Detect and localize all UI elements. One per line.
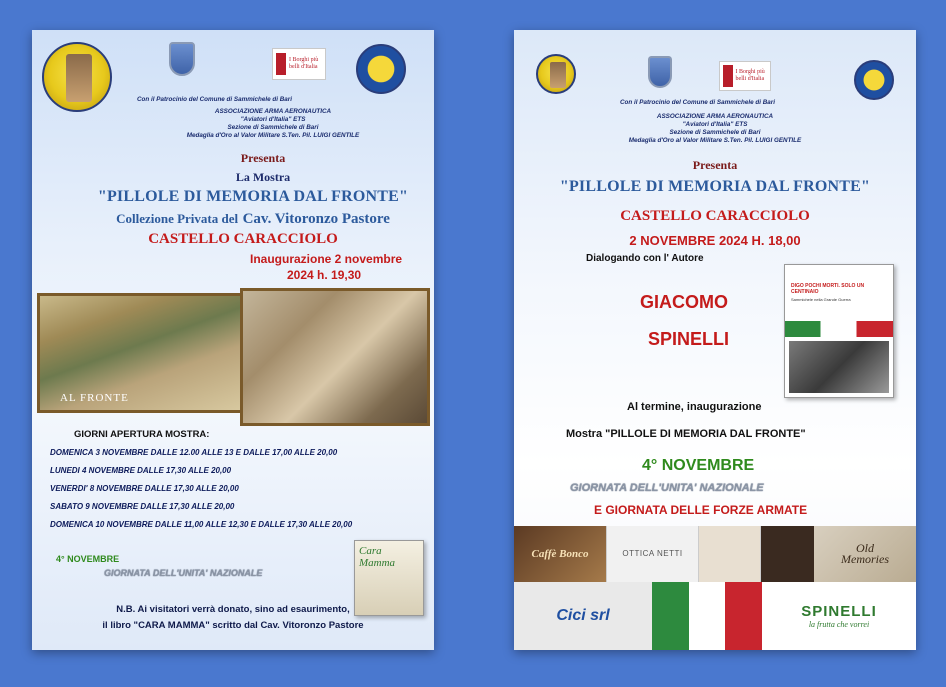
aviatori-logo-icon — [356, 44, 406, 94]
sponsor-old-memories — [814, 526, 916, 582]
sponsor-ottica-label: OTTICA NETTI — [622, 549, 683, 558]
novembre-text: 4° NOVEMBRE — [642, 457, 755, 474]
inaugurazione-line1: Inaugurazione 2 novembre — [250, 252, 403, 266]
author-first-name: GIACOMO — [640, 292, 728, 312]
dialogando-text: Dialogando con l' Autore — [586, 253, 704, 264]
borghi-logo — [719, 61, 771, 91]
association-block — [112, 108, 434, 140]
assoc-line: Sezione di Sammichele di Bari — [669, 129, 761, 136]
castello-text: CASTELLO CARACCIOLO — [620, 208, 810, 224]
aeronautica-emblem-icon — [536, 54, 576, 94]
forze-armate-text: E GIORNATA DELLE FORZE ARMATE — [594, 503, 808, 517]
painting-hospital — [240, 288, 430, 426]
castello-text: CASTELLO CARACCIOLO — [148, 231, 338, 247]
sponsor-3 — [698, 526, 760, 582]
assoc-line: "Aviatori d'Italia" ETS — [682, 121, 748, 128]
collezione-prefix: Collezione Privata del — [116, 211, 239, 226]
mostra-line-text: Mostra "PILLOLE DI MEMORIA DAL FRONTE" — [566, 428, 806, 440]
nb-line2: il libro "CARA MAMMA" scritto dal Cav. Vitoronzo Pastore — [102, 620, 364, 631]
exhibition-title: "PILLOLE DI MEMORIA DAL FRONTE" — [559, 178, 871, 195]
sponsor-caffe-label: Caffè Bonco — [531, 548, 589, 560]
giornata-text: GIORNATA DELL'UNITA' NAZIONALE — [104, 568, 263, 578]
aviatori-logo-icon — [854, 60, 894, 100]
schedule-line: SABATO 9 NOVEMBRE DALLE 17,30 ALLE 20,00 — [50, 502, 235, 511]
assoc-line: ASSOCIAZIONE ARMA AERONAUTICA — [656, 113, 774, 120]
presenta-text: Presenta — [240, 151, 286, 165]
borghi-label: I Borghi più belli d'Italia — [289, 57, 319, 70]
assoc-line: "Aviatori d'Italia" ETS — [240, 116, 306, 123]
author-last-name: SPINELLI — [648, 329, 730, 349]
book-spinelli-title: DIGO POCHI MORTI. SOLO UN CENTINAIO — [791, 283, 865, 295]
sponsor-spinelli — [762, 582, 916, 650]
patrocinio-text: Con il Patrocinio del Comune di Sammichele di Bari — [137, 96, 293, 103]
la-mostra-text: La Mostra — [235, 170, 291, 184]
association-block — [514, 113, 916, 145]
collezione-line — [72, 210, 434, 228]
collezione-name: Cav. Vitoronzo Pastore — [242, 211, 390, 227]
comune-crest-icon — [169, 42, 195, 76]
sponsor-old-memories-label — [841, 543, 889, 565]
book-photo — [789, 341, 889, 393]
giornata-text: GIORNATA DELL'UNITA' NAZIONALE — [570, 482, 764, 494]
assoc-line: ASSOCIAZIONE ARMA AERONAUTICA — [214, 108, 332, 115]
termine-text: Al termine, inaugurazione — [627, 401, 762, 413]
poster-right — [514, 30, 916, 650]
book-spinelli-subtitle: Sammichele nella Grande Guerra — [791, 297, 851, 302]
assoc-line: Medaglia d'Oro al Valor Militare S.Ten. Pil. LUIGI GENTILE — [186, 132, 360, 139]
painting-al-fronte — [37, 293, 247, 413]
sponsor-cici-label: Cici srl — [556, 607, 610, 624]
sponsor-4 — [760, 526, 814, 582]
assoc-line: Medaglia d'Oro al Valor Militare S.Ten. Pil. LUIGI GENTILE — [628, 137, 802, 144]
sponsor-spinelli-tagline: la frutta che vorrei — [808, 620, 870, 629]
nb-line1: N.B. Ai visitatori verrà donato, sino ad esaurimento, — [116, 604, 350, 615]
aeronautica-emblem-icon — [42, 42, 112, 112]
schedule-line: VENERDI' 8 NOVEMBRE DALLE 17,30 ALLE 20,00 — [50, 484, 239, 493]
sponsor-old-memories-line1: Old — [856, 541, 874, 555]
schedule-line: DOMENICA 3 NOVEMBRE DALLE 12.00 ALLE 13 E DALLE 17,00 ALLE 20,00 — [50, 448, 338, 457]
sponsor-ottica — [606, 526, 698, 582]
borghi-label: I Borghi più belli d'Italia — [735, 69, 765, 82]
sponsor-old-memories-line2: Memories — [841, 552, 889, 566]
sponsor-caffe — [514, 526, 606, 582]
patrocinio-text: Con il Patrocinio del Comune di Sammichele di Bari — [620, 99, 776, 106]
book-spinelli — [784, 264, 894, 398]
poster-left — [32, 30, 434, 650]
borghi-mark-icon — [276, 53, 286, 75]
presenta-text: Presenta — [692, 158, 738, 172]
borghi-logo — [272, 48, 326, 80]
italian-flag — [652, 582, 762, 650]
borghi-mark-icon — [723, 65, 733, 87]
exhibition-title: "PILLOLE DI MEMORIA DAL FRONTE" — [97, 188, 409, 205]
book-cara-mamma-title: Cara Mamma — [359, 545, 396, 569]
novembre-text: 4° NOVEMBRE — [56, 554, 120, 564]
comune-crest-icon — [648, 56, 672, 88]
schedule-line: LUNEDI 4 NOVEMBRE DALLE 17,30 ALLE 20,00 — [50, 466, 232, 475]
schedule-line: DOMENICA 10 NOVEMBRE DALLE 11,00 ALLE 12,30 E DALLE 17,30 ALLE 20,00 — [50, 520, 353, 529]
assoc-line: Sezione di Sammichele di Bari — [227, 124, 319, 131]
painting-caption: AL FRONTE — [60, 392, 129, 404]
sponsor-spinelli-label: SPINELLI — [801, 603, 877, 620]
giorni-heading: GIORNI APERTURA MOSTRA: — [74, 429, 210, 440]
book-flag-band — [785, 321, 893, 337]
date-time-text: 2 NOVEMBRE 2024 H. 18,00 — [629, 233, 801, 248]
sponsor-cici — [514, 582, 652, 650]
inaugurazione-line2: 2024 h. 19,30 — [287, 268, 362, 282]
